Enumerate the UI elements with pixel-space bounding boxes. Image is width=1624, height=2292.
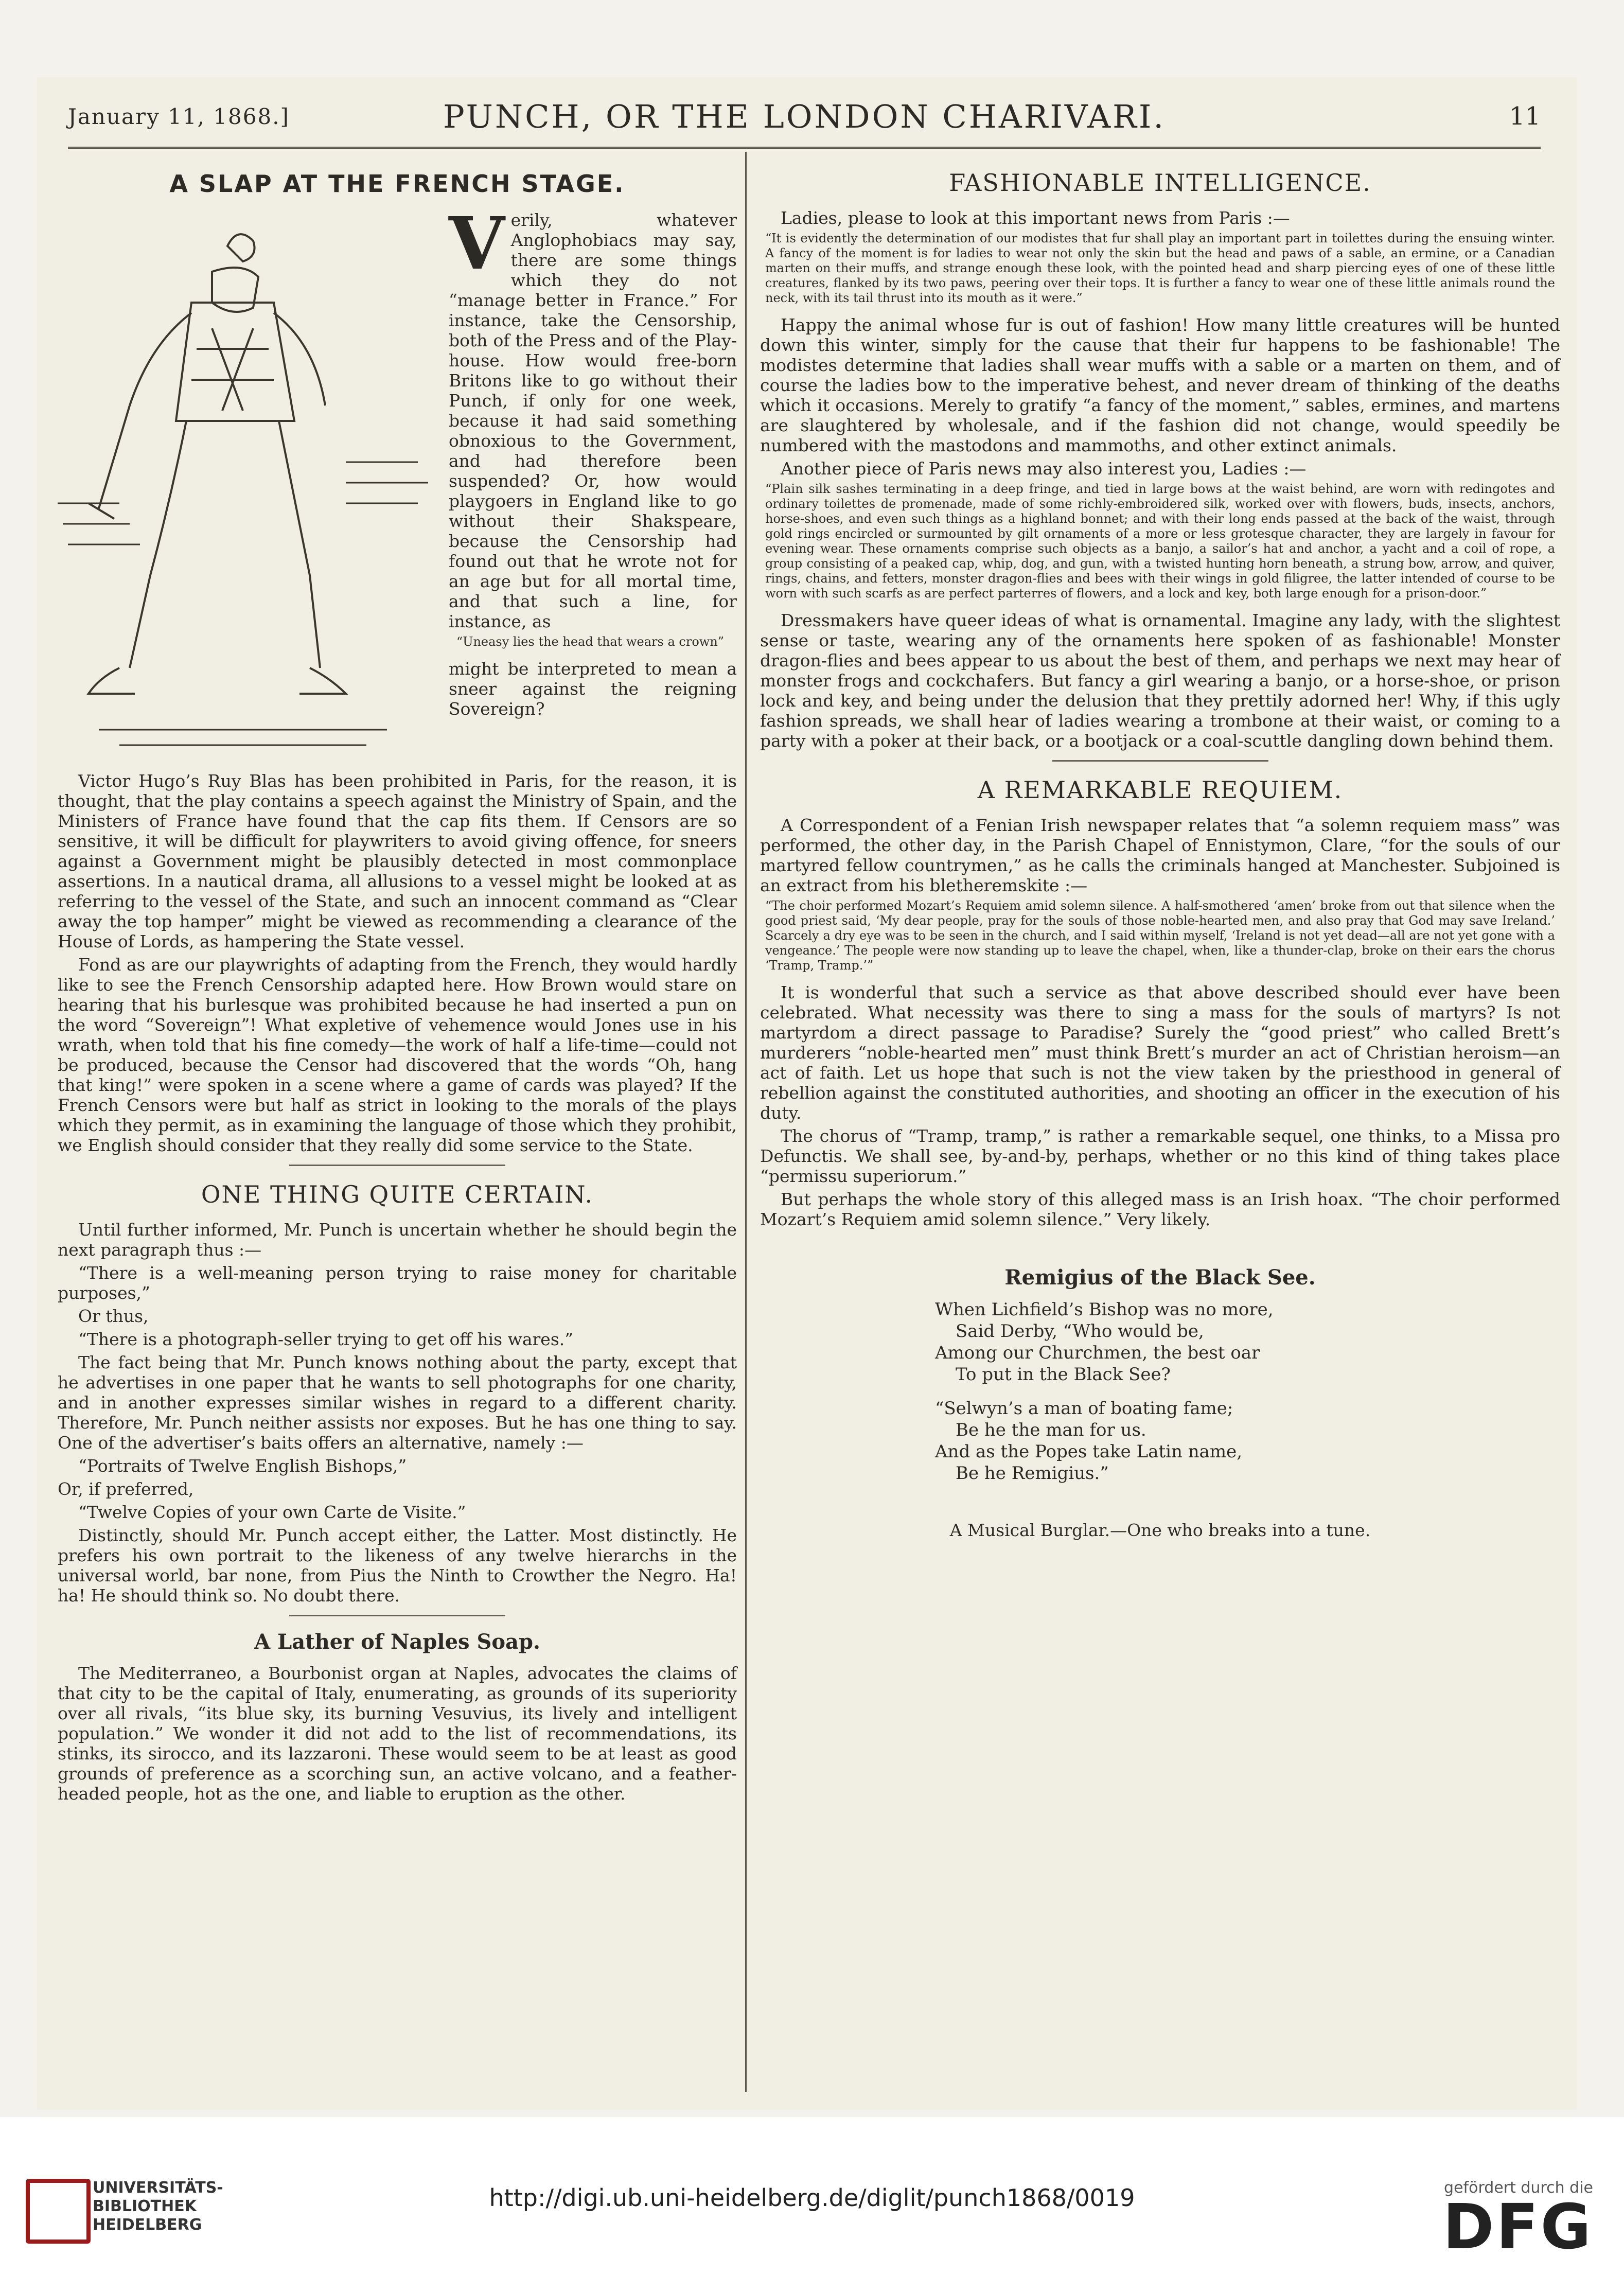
- quotation: “It is evidently the determination of our modistes that fur shall play an important part in toilettes during the ensuing winter. A fancy of the moment is for ladies to wear not only the skin but the head and paws of a sable, an ermine, or a Canadian marten on their muffs, and strange enough these look, with the pointed head and sharp piercing eyes of one of these little creatures, flanked by its two paws, peering over their tops. It is further a fancy to wear one of these little animals round the neck, with its tail thrust into its mouth as it were.”: [765, 231, 1555, 305]
- paragraph: Another piece of Paris news may also interest you, Ladies :—: [781, 459, 1307, 479]
- paragraph: Fond as are our playwrights of adapting from the French, they would hardly like to see the French Censorship adapted here. How Brown would stare on hearing that his burlesque was prohibited because he had inserted a pun on the word “Sovereign”! What expletive of vehemence would Jones use in his wrath, when told that his fine comedy—the work of half a life-time—could not be produced, because the Censor had discovered that the words “Oh, hang that king!” were spoken in a scene where a game of cards was played? If the French Censors were but half as strict in looking to the morals of the plays which they permit, as in examining the language of those which they prohibit, we English should consider that they really did some service to the State.: [58, 955, 737, 1155]
- newspaper-page: [37, 77, 1577, 2110]
- poem-title: Remigius of the Black See.: [1004, 1265, 1316, 1290]
- paragraph: “Portraits of Twelve English Bishops,”: [78, 1456, 407, 1476]
- right-column: [760, 154, 1560, 1543]
- paragraph: Victor Hugo’s Ruy Blas has been prohibited in Paris, for the reason, it is thought, that the play contains a speech against the Ministry of Spain, and the Ministers of France have found that the cap fits them. If Censors are so sensitive, it will be difficult for playwriters to avoid giving offence, for sneers against a Government might be plausibly detected in most commonplace assertions. In a nautical drama, all allusions to a vessel might be looked at as referring to the vessel of the State, and such an innocent command as “Clear away the top hamper” might be viewed as recommending a clearance of the House of Lords, as hampering the State vessel.: [58, 771, 737, 951]
- paragraph: The fact being that Mr. Punch knows nothing about the party, except that he advertises in one paper that he wants to sell photographs for one charity, and in another expresses similar wishes in regard to a different charity. Therefore, Mr. Punch neither assists nor exposes. But he has one thing to say. One of the advertiser’s baits offers an alternative, namely :—: [58, 1352, 737, 1453]
- quotation: “The choir performed Mozart’s Requiem amid solemn silence. A half-smothered ‘amen’ broke from out that silence when the good priest said, ‘My dear people, pray for the souls of those noble-hearted men, and also pray that God may save Ireland.’ Scarcely a dry eye was to be seen in the church, and I said within myself, ‘Ireland is not yet dead—all are not yet gone with a vengeance.’ The people were now standing up to leave the chapel, when, like a thunder-clap, broke on their ears the chorus ‘Tramp, Tramp.’”: [765, 898, 1555, 973]
- poem-line: “Selwyn’s a man of boating fame;: [935, 1398, 1233, 1419]
- paragraph: Or, if preferred,: [58, 1479, 194, 1499]
- library-name-line: BIBLIOTHEK: [93, 2197, 197, 2215]
- article-headline-naples: A Lather of Naples Soap.: [254, 1630, 540, 1654]
- section-divider: [1052, 760, 1268, 762]
- permalink[interactable]: http://digi.ub.uni-heidelberg.de/diglit/punch1868/0019: [489, 2184, 1135, 2212]
- paragraph: might be interpreted to mean a sneer against the reigning Sovereign?: [449, 659, 737, 719]
- paragraph: The Mediterraneo, a Bourbonist organ at Naples, advocates the claims of that city to be the capital of Italy, enumerating, as grounds of its superiority over all rivals, “its blue sky, its burning Vesuvius, its lively and intelligent population.” We wonder it did not add to the list of recommendations, its stinks, its sirocco, and its lazzaroni. These would seem to be at least as good grounds of preference as a scorching sun, an active volcano, and a feather-headed people, hot as the one, and liable to eruption as the other.: [58, 1663, 737, 1804]
- poem-line: Said Derby, “Who would be,: [956, 1321, 1204, 1342]
- page-header: [52, 93, 1556, 139]
- column-divider: [745, 152, 747, 2092]
- digitization-footer: [0, 2117, 1624, 2292]
- masthead-title: PUNCH, OR THE LONDON CHARIVARI.: [443, 98, 1166, 135]
- harlequin-figure-drawing: [58, 215, 433, 766]
- paragraph: erily, whatever Anglophobiacs may say, there are some things which they do not “manage better in France.” For instance, take the Censorship, both of the Press and of the Play-house. How would free-born Britons like to go without their Punch, if only for one week, because it had said something obnoxious to the Government, and had therefore been suspended? Or, how would playgoers in England like to go without their Shakspeare, because the Censorship had found out that he wrote not for an age but for all mortal time, and that such a line, for instance, as: [449, 210, 737, 631]
- poem-line: Be he the man for us.: [956, 1420, 1146, 1440]
- closing-squib: A Musical Burglar.—One who breaks into a tune.: [949, 1520, 1371, 1540]
- issue-date: January 11, 1868.]: [68, 104, 290, 129]
- funding-note: gefördert durch die: [1444, 2179, 1593, 2197]
- quotation: “Uneasy lies the head that wears a crown”: [456, 634, 725, 649]
- poem-line: Among our Churchmen, the best oar: [935, 1343, 1260, 1363]
- article-headline-fashion: FASHIONABLE INTELLIGENCE.: [949, 169, 1371, 197]
- poem-line: And as the Popes take Latin name,: [935, 1441, 1243, 1462]
- header-rule: [68, 147, 1541, 149]
- poem-line: To put in the Black See?: [956, 1364, 1171, 1385]
- dfg-logo[interactable]: [1442, 2179, 1593, 2263]
- section-divider: [289, 1615, 505, 1616]
- left-column: [58, 154, 737, 1807]
- paragraph: Happy the animal whose fur is out of fashion! How many little creatures will be hunted down this winter, simply for the cause that their fur happens to be fashionable! The modistes determine that ladies shall wear muffs with a sable or a marten on them, and of course the ladies bow to the imperative behest, and never dream of thinking of the deaths which it occasions. Merely to gratify “a fancy of the moment,” sables, ermines, and martens are slaughtered by wholesale, and if the fashion did not change, would speedily be numbered with the mastodons and mammoths, and other extinct animals.: [760, 315, 1560, 455]
- dfg-wordmark: DFG: [1442, 2192, 1593, 2263]
- poem-line: Be he Remigius.”: [956, 1463, 1109, 1484]
- paragraph: Distinctly, should Mr. Punch accept either, the Latter. Most distinctly. He prefers his own portrait to the likeness of any twelve hierarchs in the universal world, bar none, from Pius the Ninth to Crowther the Negro. Ha! ha! He should think so. No doubt there.: [58, 1525, 737, 1606]
- section-divider: [289, 1165, 505, 1166]
- drop-cap: V: [449, 202, 505, 286]
- library-name-line: HEIDELBERG: [93, 2216, 202, 2234]
- library-name-line: UNIVERSITÄTS-: [93, 2179, 223, 2197]
- paragraph: “There is a well-meaning person trying to raise money for charitable purposes,”: [58, 1263, 737, 1303]
- paragraph: A Correspondent of a Fenian Irish newspaper relates that “a solemn requiem mass” was performed, the other day, in the Parish Chapel of Ennistymon, Clare, “for the souls of our martyred fellow countrymen,” as he calls the criminals hanged at Manchester. Subjoined is an extract from his bletheremskite :—: [760, 815, 1560, 895]
- paragraph: Dressmakers have queer ideas of what is ornamental. Imagine any lady, with the slightest sense or taste, wearing any of the ornaments here spoken of as fashionable! Monster dragon-flies and bees appear to us about the best of them, and perhaps we next may hear of monster frogs and cockchafers. But fancy a girl wearing a banjo, or a horse-shoe, or prison lock and key, and being under the delusion that they prettily adorned her! Why, if this ugly fashion spreads, we shall hear of ladies wearing a trombone at their waist, or coming to a party with a poker at their back, or a bootjack or a coal-scuttle dangling down behind them.: [760, 610, 1560, 751]
- poem: [935, 1299, 1560, 1484]
- paragraph: “There is a photograph-seller trying to get off his wares.”: [78, 1329, 574, 1349]
- article-headline-french-stage: A SLAP AT THE FRENCH STAGE.: [169, 170, 625, 198]
- paragraph: Until further informed, Mr. Punch is uncertain whether he should begin the next paragraph thus :—: [58, 1220, 737, 1260]
- cartoon-illustration: [58, 215, 433, 766]
- paragraph: Or thus,: [78, 1306, 149, 1326]
- quotation: “Plain silk sashes terminating in a deep fringe, and tied in large bows at the waist behind, are worn with redingotes and ordinary toilettes de promenade, made of some richly-embroidered silk, worked over with flowers, buds, insects, anchors, horse-shoes, and even such things as a highland bonnet; and with their long ends passed at the back of the waist, through gold rings encircled or surmounted by gilt ornaments of a more or less grotesque character, they are largely in favour for evening wear. These ornaments comprise such objects as a banjo, a sailor’s hat and anchor, a yacht and a coil of rope, a group consisting of a peaked cap, whip, dog, and gun, with a twisted hunting horn beneath, a strung bow, arrow, and quiver, rings, chains, and fetters, monster dragon-flies and bees with their wings in gold filigree, the latter intended of course to be worn with such scarfs as are perfect parterres of flowers, and a lock and key, both large enough for a prison-door.”: [765, 482, 1555, 601]
- poem-line: When Lichfield’s Bishop was no more,: [935, 1299, 1274, 1320]
- paragraph: It is wonderful that such a service as that above described should ever have been celebrated. What necessity was there to sing a mass for the souls of martyrs? Is not martyrdom a direct passage to Paradise? Surely the “good priest” who called Brett’s murderers “noble-hearted men” must think Brett’s murder an act of Christian heroism—an act of faith. Let us hope that such is not the view taken by the priesthood in general of rebellion against the constituted authorities, and shooting an officer in the execution of his duty.: [760, 982, 1560, 1123]
- article-headline-requiem: A REMARKABLE REQUIEM.: [977, 776, 1343, 804]
- paragraph: “Twelve Copies of your own Carte de Visite.”: [78, 1502, 466, 1522]
- paragraph: The chorus of “Tramp, tramp,” is rather a remarkable sequel, one thinks, to a Missa pro Defunctis. We shall see, by-and-by, perhaps, whether or no this kind of thing takes place “permissu superiorum.”: [760, 1126, 1560, 1186]
- paragraph: But perhaps the whole story of this alleged mass is an Irish hoax. “The choir performed Mozart’s Requiem amid solemn silence.” Very likely.: [760, 1189, 1560, 1229]
- page-number: 11: [1509, 102, 1541, 131]
- paragraph: Ladies, please to look at this important news from Paris :—: [781, 208, 1290, 228]
- article-headline-one-thing: ONE THING QUITE CERTAIN.: [201, 1180, 594, 1208]
